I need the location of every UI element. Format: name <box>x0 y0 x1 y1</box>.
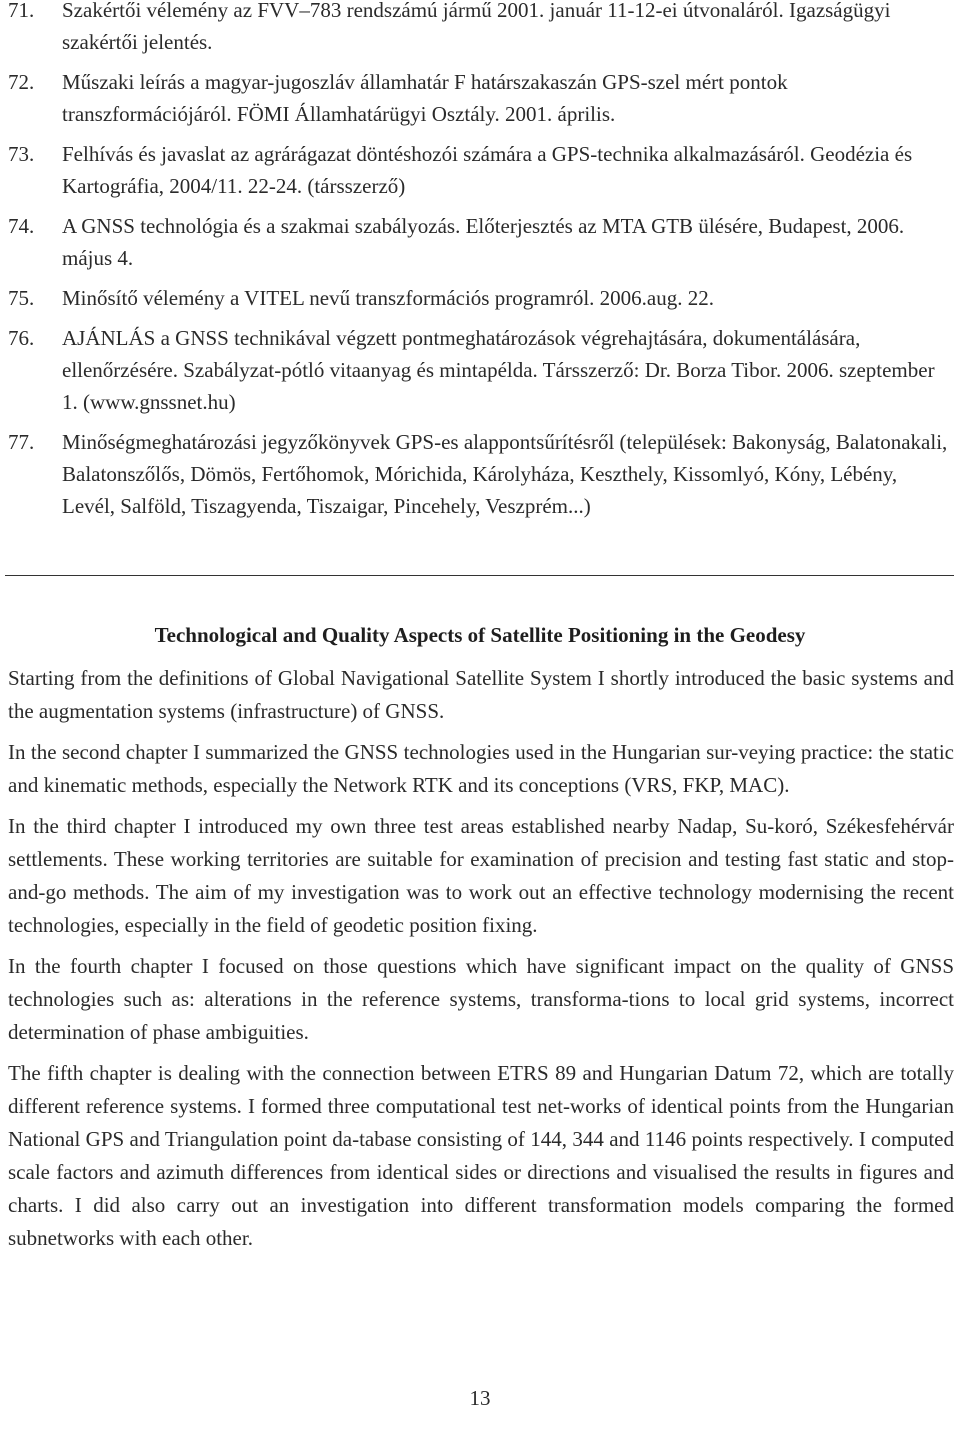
reference-number: 77. <box>8 430 35 454</box>
reference-list <box>8 0 948 530</box>
abstract-paragraph-5: The fifth chapter is dealing with the connection between ETRS 89 and Hungarian Datum 72, which are totally different reference systems. I formed three computational test net-works of identical points from the Hungarian National GPS and Triangulation point da-tabase consisting of 144, 344 and 1146 points respectively. I computed scale factors and azimuth differences from identical sides or directions and visualised the results in figures and charts. I did also carry out an investigation into different transformation models comparing the formed subnetworks with each other. <box>8 1061 954 1250</box>
reference-number: 71. <box>8 0 35 22</box>
abstract-title: Technological and Quality Aspects of Satellite Positioning in the Geodesy <box>154 623 806 647</box>
reference-item-72 <box>8 66 948 130</box>
reference-text: Minősítő vélemény a VITEL nevű transzformációs programról. 2006.aug. 22. <box>62 286 715 310</box>
abstract-paragraph-3: In the third chapter I introduced my own three test areas established nearby Nadap, Su-koró, Székesfehérvár settlements. These working territories are suitable for examination of precision and testing fast static and stop-and-go methods. The aim of my investigation was to work out an effective technology modernising the recent technologies, especially in the field of geodetic position fixing. <box>8 814 954 937</box>
reference-text: Műszaki leírás a magyar-jugoszláv államhatár F határszakaszán GPS-szel mért pontok transzformációjáról. FÖMI Államhatárügyi Osztály. 2001. április. <box>62 70 788 126</box>
reference-item-71 <box>8 0 948 58</box>
reference-text: AJÁNLÁS a GNSS technikával végzett pontmeghatározások végrehajtására, dokumentálására, ellenőrzésére. Szabályzat-pótló vitaanyag és mintapélda. Társszerző: Dr. Borza Tibor. 2006. szeptember 1. (www.gnssnet.hu) <box>62 326 935 414</box>
reference-text: A GNSS technológia és a szakmai szabályozás. Előterjesztés az MTA GTB ülésére, Budapest, 2006. május 4. <box>62 214 905 270</box>
section-divider <box>5 575 954 576</box>
reference-text: Minőségmeghatározási jegyzőkönyvek GPS-es alappontsűrítésről (települések: Bakonyság, Balatonakali, Balatonszőlős, Dömös, Fertőhomok, Mórichida, Károlyháza, Keszthely, Kissomlyó, Kóny, Lébény, Levél, Salföld, Tiszagyenda, Tiszaigar, Pincehely, Veszprém...) <box>62 430 948 518</box>
page-number: 13 <box>469 1386 491 1410</box>
reference-item-77 <box>8 426 948 522</box>
reference-text: Felhívás és javaslat az agrárágazat döntéshozói számára a GPS-technika alkalmazásáról. Geodézia és Kartográfia, 2004/11. 22-24. (társszerző) <box>62 142 913 198</box>
abstract-paragraph-1: Starting from the definitions of Global Navigational Satellite System I shortly introduced the basic systems and the augmentation systems (infrastructure) of GNSS. <box>8 666 954 723</box>
reference-item-76 <box>8 322 948 418</box>
reference-number: 76. <box>8 326 35 350</box>
reference-number: 73. <box>8 142 35 166</box>
reference-item-75 <box>8 282 948 314</box>
reference-number: 72. <box>8 70 35 94</box>
reference-item-73 <box>8 138 948 202</box>
reference-number: 74. <box>8 214 35 238</box>
abstract-paragraph-2: In the second chapter I summarized the GNSS technologies used in the Hungarian sur-veying practice: the static and kinematic methods, especially the Network RTK and its conceptions (VRS, FKP, MAC). <box>8 740 954 797</box>
abstract-paragraph-4: In the fourth chapter I focused on those questions which have significant impact on the quality of GNSS technologies such as: alterations in the reference systems, transforma-tions to local grid systems, incorrect determination of phase ambiguities. <box>8 954 954 1044</box>
reference-text: Szakértői vélemény az FVV–783 rendszámú jármű 2001. január 11-12-ei útvonaláról. Igazságügyi szakértői jelentés. <box>62 0 891 54</box>
abstract-body <box>8 662 954 1263</box>
reference-number: 75. <box>8 286 35 310</box>
reference-item-74 <box>8 210 948 274</box>
